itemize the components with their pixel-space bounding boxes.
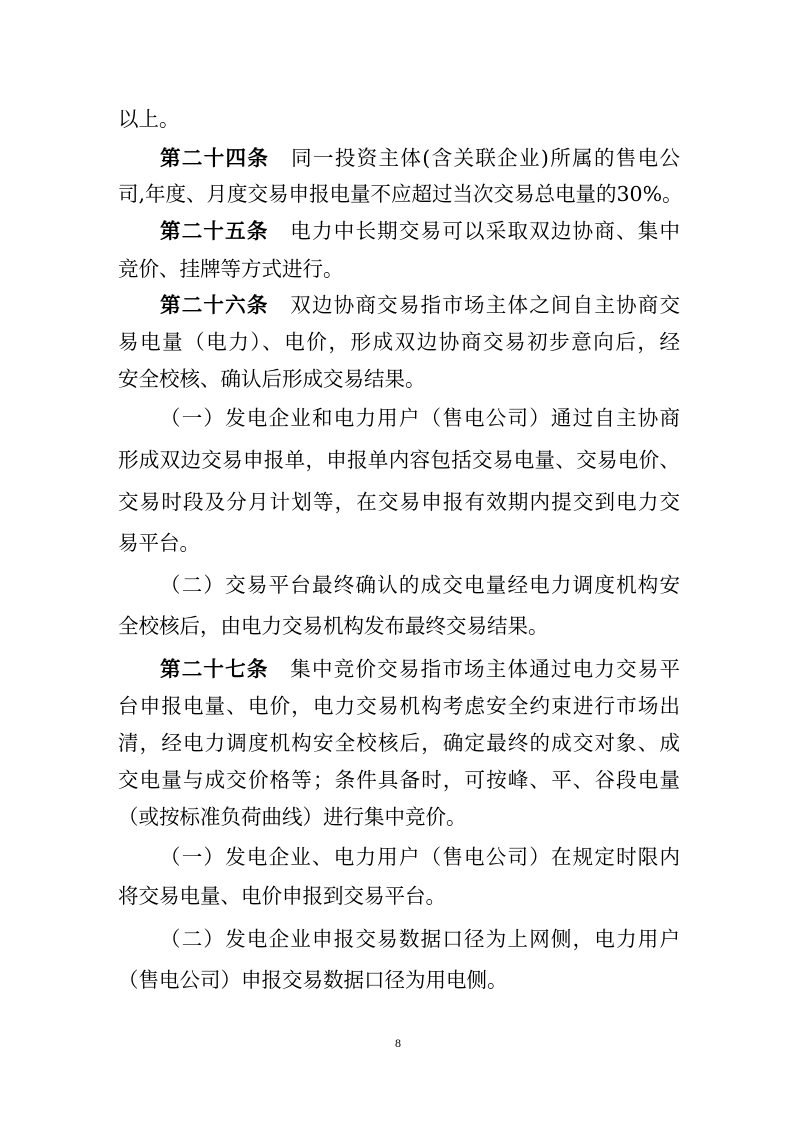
article-24-title: 第二十四条: [160, 146, 270, 170]
text-line-3: 司,年度、月度交易申报电量不应超过当次交易总电量的30%。: [118, 182, 683, 206]
article-26-heading-line: 第二十六条 双边协商交易指市场主体之间自主协商交: [160, 293, 681, 317]
text-line-14: 全校核后，由电力交易机构发布最终交易结果。: [118, 614, 549, 638]
text-line-21: 将交易电量、电价申报到交易平台。: [118, 884, 446, 908]
text-line-13: （二）交易平台最终确认的成交电量经电力调度机构安: [160, 573, 680, 597]
text-line-16: 台申报电量、电价，电力交易机构考虑安全约束进行市场出: [118, 694, 680, 718]
article-27-title: 第二十七条: [160, 657, 269, 681]
text-line-5: 竞价、挂牌等方式进行。: [118, 257, 344, 281]
text-line-1: 以上。: [118, 107, 180, 131]
text-line-11: 交易时段及分月计划等，在交易申报有效期内提交到电力交: [118, 490, 680, 514]
article-25-title: 第二十五条: [160, 219, 269, 243]
article-26-title: 第二十六条: [160, 293, 269, 317]
text-line-17: 清，经电力调度机构安全校核后，确定最终的成交对象、成: [118, 731, 680, 755]
text-line-12: 易平台。: [118, 531, 200, 555]
text-line-22: （二）发电企业申报交易数据口径为上网侧，电力用户: [160, 927, 680, 951]
article-25-heading-line: 第二十五条 电力中长期交易可以采取双边协商、集中: [160, 219, 681, 243]
article-24-heading-line: 第二十四条 同一投资主体(含关联企业)所属的售电公: [160, 146, 681, 170]
text-line-23: （售电公司）申报交易数据口径为用电侧。: [118, 968, 508, 992]
text-line-18: 交电量与成交价格等；条件具备时，可按峰、平、谷段电量: [118, 768, 680, 792]
page-number: 8: [395, 1036, 401, 1050]
text-line-19: （或按标准负荷曲线）进行集中竞价。: [118, 805, 467, 829]
text-line-7: 易电量（电力）、电价，形成双边协商交易初步意向后，经: [118, 330, 680, 354]
text-line-20: （一）发电企业、电力用户（售电公司）在规定时限内: [160, 845, 680, 869]
text-line-8: 安全校核、确认后形成交易结果。: [118, 367, 426, 391]
text-line-10: 形成双边交易申报单，申报单内容包括交易电量、交易电价、: [118, 448, 680, 472]
article-27-heading-line: 第二十七条 集中竞价交易指市场主体通过电力交易平: [160, 657, 681, 681]
text-line-9: （一）发电企业和电力用户（售电公司）通过自主协商: [160, 406, 680, 430]
